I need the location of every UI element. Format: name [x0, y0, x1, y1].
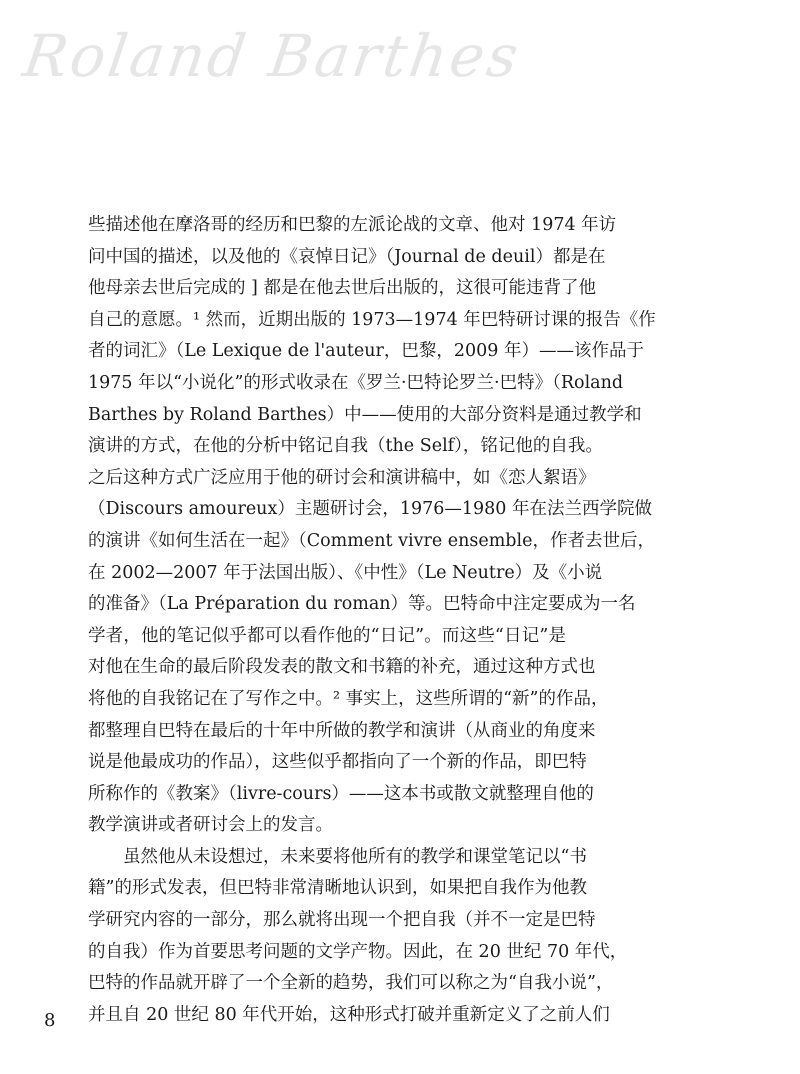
- body-text: [88, 210, 656, 1031]
- text-line: 对他在生命的最后阶段发表的散文和书籍的补充，通过这种方式也: [88, 657, 596, 678]
- text-line: 将他的自我铭记在了写作之中。² 事实上，这些所谓的“新”的作品，: [88, 688, 609, 709]
- paragraph-2: [88, 842, 628, 1032]
- text-line: 并且自 20 世纪 80 年代开始，这种形式打破并重新定义了之前人们: [88, 1004, 610, 1025]
- paragraph-1: [88, 210, 656, 842]
- page-number: 8: [44, 1010, 56, 1031]
- text-line: 者的词汇》（Le Lexique de l'auteur，巴黎，2009 年）——该作品于: [88, 341, 644, 362]
- text-line: 都整理自巴特在最后的十年中所做的教学和演讲（从商业的角度来: [88, 720, 596, 741]
- text-line: 学者，他的笔记似乎都可以看作他的“日记”。而这些“日记”是: [88, 625, 566, 646]
- text-line: 的自我）作为首要思考问题的文学产物。因此，在 20 世纪 70 年代，: [88, 941, 628, 962]
- text-line: 问中国的描述，以及他的《哀悼日记》（Journal de deuil）都是在: [88, 246, 606, 267]
- text-line: 说是他最成功的作品），这些似乎都指向了一个新的作品，即巴特: [88, 752, 587, 773]
- text-line: 些描述他在摩洛哥的经历和巴黎的左派论战的文章、他对 1974 年访: [88, 215, 617, 235]
- text-line: 学研究内容的一部分，那么就将出现一个把自我（并不一定是巴特: [88, 910, 596, 931]
- text-line: 1975 年以“小说化”的形式收录在《罗兰·巴特论罗兰·巴特》（Roland: [88, 372, 624, 393]
- text-line: 巴特的作品就开辟了一个全新的趋势，我们可以称之为“自我小说”，: [88, 973, 614, 994]
- text-line: （Discours amoureux）主题研讨会，1976—1980 年在法兰西学院做: [88, 499, 652, 520]
- text-line: 自己的意愿。¹ 然而，近期出版的 1973—1974 年巴特研讨课的报告《作: [88, 309, 656, 330]
- text-line: 演讲的方式，在他的分析中铭记自我（the Self），铭记他的自我。: [88, 436, 603, 457]
- text-line: 的演讲《如何生活在一起》（Comment vivre ensemble，作者去世后，: [88, 530, 655, 551]
- text-line: 虽然他从未设想过，未来要将他所有的教学和课堂笔记以“书: [123, 846, 587, 867]
- text-line: 他母亲去世后完成的 ] 都是在他去世后出版的，这很可能违背了他: [88, 278, 596, 299]
- text-line: Barthes by Roland Barthes）中——使用的大部分资料是通过教学和: [88, 404, 642, 425]
- text-line: 的准备》（La Préparation du roman）等。巴特命中注定要成为一名: [88, 594, 636, 615]
- text-line: 之后这种方式广泛应用于他的研讨会和演讲稿中，如《恋人絮语》: [88, 467, 596, 488]
- text-line: 籍”的形式发表，但巴特非常清晰地认识到，如果把自我作为他教: [88, 878, 587, 899]
- text-line: 教学演讲或者研讨会上的发言。: [88, 815, 333, 836]
- watermark-title: Roland Barthes: [19, 22, 526, 90]
- text-line: 所称作的《教案》（livre-cours）——这本书或散文就整理自他的: [88, 783, 594, 804]
- text-line: 在 2002—2007 年于法国出版）、《中性》（Le Neutre）及《小说: [88, 562, 603, 583]
